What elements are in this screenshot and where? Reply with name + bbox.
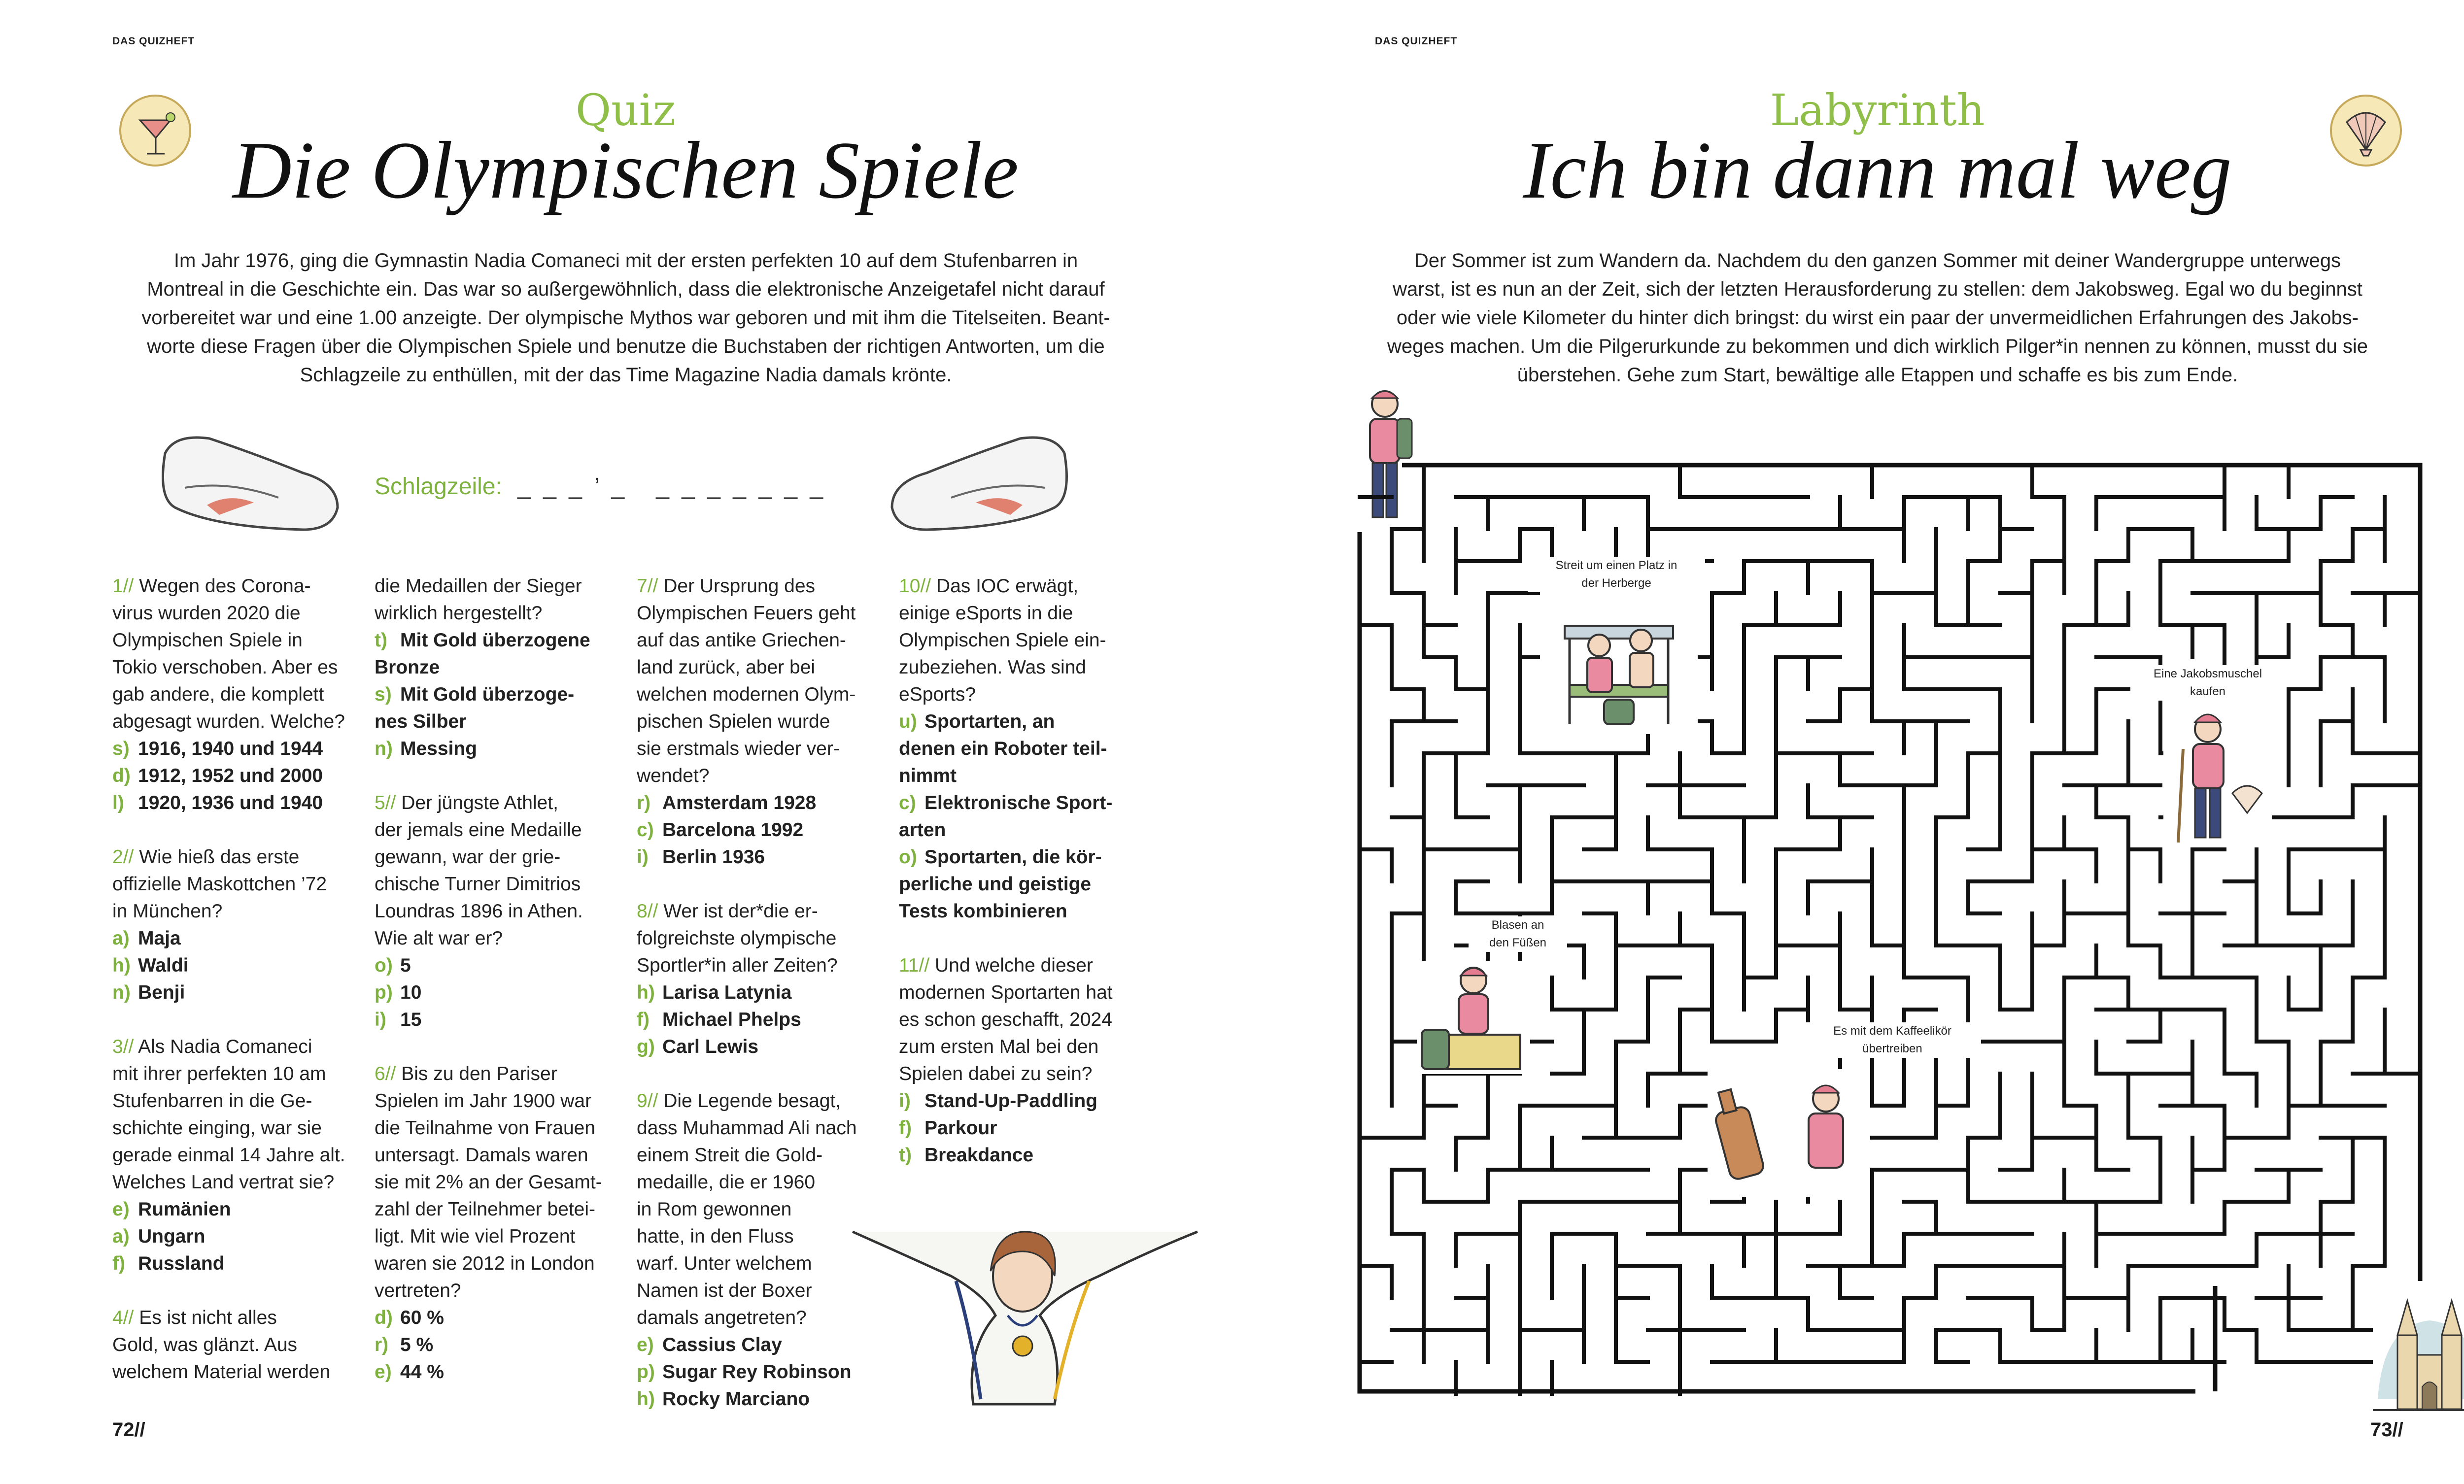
answer-text: 1916, 1940 und 1944 [138, 738, 323, 759]
question-number: 5// [375, 792, 396, 813]
maze-label-line: Streit um einen Platz in [1555, 559, 1677, 572]
question-text: Wie alt war er? [375, 928, 503, 949]
question-text: die Teilnahme von Frauen [375, 1117, 596, 1139]
answer-option [112, 979, 359, 1006]
answer-continuation: arten [899, 819, 946, 841]
answer-letter: p) [375, 982, 393, 1003]
question-number: 4// [112, 1307, 134, 1328]
question-text: einige eSports in die [899, 603, 1073, 624]
question-text: sie mit 2% an der Gesamt- [375, 1172, 602, 1193]
maze-label-line: übertreiben [1862, 1042, 1922, 1055]
spacer [637, 1060, 883, 1087]
question-text: die Medaillen der Sieger [375, 575, 582, 597]
question-text: Bis zu den Pariser [401, 1063, 557, 1084]
answer-option [375, 979, 621, 1006]
maze-label-line: den Füßen [1489, 936, 1547, 949]
answer-continuation: nes Silber [375, 711, 467, 732]
question-line [112, 654, 359, 681]
question-line [637, 762, 883, 789]
question-line [637, 1169, 883, 1196]
answer-option [375, 952, 621, 979]
scene-muschel-illustration [2163, 700, 2272, 847]
question-line [112, 843, 359, 871]
question-line [375, 1196, 621, 1223]
answer-option [899, 1114, 1145, 1142]
answer-letter: a) [112, 1226, 130, 1247]
spacer [112, 816, 359, 843]
intro-text [103, 246, 1148, 389]
question-number: 7// [637, 575, 658, 597]
answer-continuation: Tests kombinieren [899, 901, 1067, 922]
answer-option [112, 762, 359, 789]
question-text: Der jüngste Athlet, [401, 792, 558, 813]
question-line [375, 573, 621, 600]
maze-label-line: Blasen an [1491, 918, 1544, 932]
question-line [899, 654, 1145, 681]
answer-option [375, 1331, 621, 1358]
question-line [899, 979, 1145, 1006]
answer-option [112, 735, 359, 762]
question-text: Wie hieß das erste [139, 846, 300, 868]
question-line [375, 600, 621, 627]
question-line [112, 708, 359, 735]
answer-letter: d) [112, 765, 131, 786]
question-text: abgesagt wurden. Welche? [112, 711, 345, 732]
question-text: gerade einmal 14 Jahre alt. [112, 1145, 345, 1166]
question-text: Olympischen Feuers geht [637, 603, 856, 624]
answer-letter: c) [899, 792, 916, 813]
question-line [375, 1087, 621, 1114]
question-line [112, 600, 359, 627]
gymnast-illustration [843, 1202, 1207, 1409]
maze-label-herberge [1528, 557, 1705, 592]
page-number: 72// [112, 1419, 145, 1441]
answer-text: Russland [138, 1253, 225, 1274]
question-text: hatte, in den Fluss [637, 1226, 794, 1247]
intro-line: Schlagzeile zu enthüllen, mit der das Time Magazine Nadia damals krönte. [300, 364, 952, 386]
kicker: Quiz [575, 85, 676, 135]
question-line [112, 573, 359, 600]
question-line [375, 1060, 621, 1087]
answer-option [112, 1223, 359, 1250]
answer-letter: c) [637, 819, 654, 841]
question-text: gewann, war der grie- [375, 846, 561, 868]
answer-text: Waldi [138, 955, 189, 976]
headline-label: Schlagzeile: [375, 473, 502, 500]
question-text: chische Turner Dimitrios [375, 874, 581, 895]
question-line [112, 1358, 359, 1385]
question-text: Die Legende besagt, [663, 1090, 841, 1112]
answer-continuation: nimmt [899, 765, 957, 786]
spacer [375, 1033, 621, 1060]
intro-line: überstehen. Gehe zum Start, bewältige alle Etappen und schaffe es bis zum Ende. [1517, 364, 2238, 386]
question-text: zahl der Teilnehmer betei- [375, 1199, 596, 1220]
question-line [112, 627, 359, 654]
cathedral-illustration [2373, 1281, 2464, 1414]
question-line [112, 1060, 359, 1087]
spacer [112, 1277, 359, 1304]
answer-letter: p) [637, 1361, 655, 1383]
answer-letter: n) [112, 982, 131, 1003]
running-head: DAS QUIZHEFT [112, 35, 195, 47]
answer-letter: f) [637, 1009, 650, 1030]
question-text: es schon geschafft, 2024 [899, 1009, 1112, 1030]
answer-letter: r) [637, 792, 651, 813]
answer-text: Rocky Marciano [662, 1388, 810, 1410]
answer-text: 5 [400, 955, 411, 976]
answer-letter: h) [637, 1388, 655, 1410]
question-line [375, 871, 621, 898]
question-text: Der Ursprung des [663, 575, 816, 597]
question-line [637, 952, 883, 979]
answer-option [637, 843, 883, 871]
question-text: der jemals eine Medaille [375, 819, 582, 841]
intro-line: oder wie viele Kilometer du hinter dich bringst: du wirst ein paar der unvermeidlichen Erfahrungen des Jakobs- [1396, 307, 2359, 329]
question-line [375, 1277, 621, 1304]
question-text: pischen Spielen wurde [637, 711, 830, 732]
question-text: in München? [112, 901, 223, 922]
question-text: Welches Land vertrat sie? [112, 1172, 335, 1193]
answer-text: Elektronische Sport- [924, 792, 1113, 813]
answer-continuation: Bronze [375, 657, 440, 678]
scene-herberge-illustration [1540, 576, 1698, 734]
question-text: Spielen dabei zu sein? [899, 1063, 1093, 1084]
question-text: zum ersten Mal bei den [899, 1036, 1099, 1057]
answer-letter: f) [112, 1253, 125, 1274]
question-text: medaille, die er 1960 [637, 1172, 816, 1193]
answer-letter: s) [112, 738, 130, 759]
question-text: untersagt. Damals waren [375, 1145, 588, 1166]
question-line [637, 573, 883, 600]
answer-letter: g) [637, 1036, 655, 1057]
question-text: Und welche dieser [935, 955, 1093, 976]
intro-line: weges machen. Um die Pilgerurkunde zu bekommen und dich wirklich Pilger*in nennen zu können, musst du sie [1387, 336, 2368, 357]
question-text: Stufenbarren in die Ge- [112, 1090, 312, 1112]
answer-text: Cassius Clay [662, 1334, 782, 1355]
question-line [899, 1033, 1145, 1060]
question-column-1 [112, 573, 359, 1385]
scene-blasen-illustration [1417, 961, 1530, 1074]
question-line [637, 681, 883, 708]
question-line [112, 1331, 359, 1358]
answer-text: Carl Lewis [662, 1036, 759, 1057]
question-line [112, 681, 359, 708]
question-line [112, 1142, 359, 1169]
answer-letter: e) [112, 1199, 130, 1220]
question-line [637, 925, 883, 952]
question-text: warf. Unter welchem [637, 1253, 812, 1274]
question-column-4 [899, 573, 1145, 1169]
question-text: gab andere, die komplett [112, 684, 324, 705]
answer-option [112, 952, 359, 979]
answer-option [899, 843, 1145, 871]
question-text: schichte einging, war sie [112, 1117, 322, 1139]
intro-text [1350, 246, 2405, 389]
question-text: dass Muhammad Ali nach [637, 1117, 857, 1139]
question-line [899, 573, 1145, 600]
answer-text: Berlin 1936 [662, 846, 765, 868]
answer-letter: e) [637, 1334, 654, 1355]
question-line [375, 1142, 621, 1169]
question-line [637, 1142, 883, 1169]
answer-option [112, 1250, 359, 1277]
maze-label-blasen [1469, 916, 1567, 952]
answer-option [637, 789, 883, 816]
question-text: Olympischen Spiele in [112, 630, 303, 651]
question-text: vertreten? [375, 1280, 461, 1301]
answer-text: Sportarten, an [924, 711, 1055, 732]
headline-puzzle [375, 473, 826, 500]
answer-text: Stand-Up-Paddling [924, 1090, 1097, 1112]
running-head: DAS QUIZHEFT [1375, 35, 1458, 47]
answer-text: Breakdance [924, 1145, 1034, 1166]
answer-text: Maja [138, 928, 181, 949]
answer-letter: s) [375, 684, 392, 705]
question-text: eSports? [899, 684, 976, 705]
page-title: Ich bin dann mal weg [1523, 125, 2232, 215]
question-line [375, 843, 621, 871]
answer-option [375, 627, 621, 654]
answer-text: 1912, 1952 und 2000 [138, 765, 323, 786]
sneaker-illustration-left [155, 424, 342, 542]
answer-option [375, 1006, 621, 1033]
question-text: Sportler*in aller Zeiten? [637, 955, 838, 976]
question-text: Wer ist der*die er- [663, 901, 818, 922]
answer-continuation: perliche und geistige [899, 874, 1092, 895]
maze-label-kaffee [1804, 1022, 1981, 1058]
answer-option [637, 816, 883, 843]
maze-label-line: kaufen [2190, 685, 2226, 698]
question-line [899, 681, 1145, 708]
answer-continuation: denen ein Roboter teil- [899, 738, 1107, 759]
question-text: Gold, was glänzt. Aus [112, 1334, 298, 1355]
question-text: auf das antike Griechen- [637, 630, 846, 651]
answer-option [637, 1033, 883, 1060]
question-text: Olympischen Spiele ein- [899, 630, 1106, 651]
question-line [637, 600, 883, 627]
question-text: einem Streit die Gold- [637, 1145, 823, 1166]
question-number: 1// [112, 575, 134, 597]
question-number: 10// [899, 575, 931, 597]
question-text: mit ihrer perfekten 10 am [112, 1063, 326, 1084]
question-line [375, 1223, 621, 1250]
question-line [375, 898, 621, 925]
question-line [899, 1060, 1145, 1087]
answer-text: 10 [400, 982, 422, 1003]
question-text: land zurück, aber bei [637, 657, 816, 678]
intro-line: Im Jahr 1976, ging die Gymnastin Nadia Comaneci mit der ersten perfekten 10 auf dem Stufenbarren in [173, 250, 1078, 271]
answer-text: Parkour [924, 1117, 997, 1139]
answer-option [112, 789, 359, 816]
question-line [112, 1087, 359, 1114]
question-number: 2// [112, 846, 134, 868]
question-line [637, 898, 883, 925]
answer-option [899, 708, 1145, 735]
answer-text: Benji [138, 982, 185, 1003]
question-text: Es ist nicht alles [139, 1307, 277, 1328]
intro-line: worte diese Fragen über die Olympischen Spiele und benutze die Buchstaben der richtigen Antworten, um die [147, 336, 1105, 357]
answer-option [899, 789, 1145, 816]
answer-text: Mit Gold überzoge- [400, 684, 575, 705]
answer-option [112, 1196, 359, 1223]
answer-option [375, 735, 621, 762]
answer-letter: f) [899, 1117, 912, 1139]
question-text: modernen Sportarten hat [899, 982, 1113, 1003]
answer-text: Sportarten, die kör- [924, 846, 1102, 868]
question-text: Als Nadia Comaneci [138, 1036, 312, 1057]
maze-label-muschel [2134, 665, 2282, 701]
answer-text: 5 % [400, 1334, 434, 1355]
intro-line: Montreal in die Geschichte ein. Das war so außergewöhnlich, dass die elektronische Anzeigetafel nicht darauf [147, 278, 1105, 300]
question-column-2 [375, 573, 621, 1385]
answer-option [112, 925, 359, 952]
answer-text: Barcelona 1992 [662, 819, 804, 841]
question-text: ligt. Mit wie viel Prozent [375, 1226, 576, 1247]
intro-line: vorbereitet war und eine 1.00 anzeigte. Der olympische Mythos war geboren und mit ihm die Titelseiten. Beant- [141, 307, 1110, 329]
question-line [112, 1169, 359, 1196]
right-page [1252, 0, 2464, 1484]
intro-line: Der Sommer ist zum Wandern da. Nachdem du den ganzen Sommer mit deiner Wandergruppe unterwegs [1414, 250, 2341, 271]
headline-blanks: _ _ _ ’ _ _ _ _ _ _ _ _ [517, 473, 826, 500]
question-text: offizielle Maskottchen ’72 [112, 874, 327, 895]
question-line [112, 898, 359, 925]
question-line [899, 600, 1145, 627]
answer-option [375, 1358, 621, 1385]
maze-label-line: der Herberge [1581, 576, 1651, 590]
answer-letter: u) [899, 711, 917, 732]
question-number: 3// [112, 1036, 134, 1057]
answer-text: Amsterdam 1928 [662, 792, 817, 813]
question-text: virus wurden 2020 die [112, 603, 301, 624]
answer-text: Rumänien [138, 1199, 231, 1220]
question-number: 9// [637, 1090, 658, 1112]
question-text: Tokio verschoben. Aber es [112, 657, 338, 678]
question-line [112, 1304, 359, 1331]
spacer [637, 871, 883, 898]
question-text: zubeziehen. Was sind [899, 657, 1087, 678]
question-text: Das IOC erwägt, [936, 575, 1079, 597]
spacer [375, 762, 621, 789]
answer-text: 60 % [400, 1307, 444, 1328]
question-line [899, 627, 1145, 654]
question-text: Wegen des Corona- [139, 575, 311, 597]
question-line [375, 1169, 621, 1196]
question-line [899, 1006, 1145, 1033]
question-line [112, 1114, 359, 1142]
answer-text: 15 [400, 1009, 422, 1030]
question-number: 8// [637, 901, 658, 922]
question-number: 6// [375, 1063, 396, 1084]
maze-label-line: Es mit dem Kaffeelikör [1833, 1024, 1951, 1038]
answer-option [899, 1142, 1145, 1169]
answer-letter: i) [375, 1009, 386, 1030]
question-line [375, 1250, 621, 1277]
question-line [112, 1033, 359, 1060]
question-text: sie erstmals wieder ver- [637, 738, 840, 759]
kicker: Labyrinth [1770, 85, 1985, 135]
page-number: 73// [2370, 1419, 2403, 1441]
answer-letter: l) [112, 792, 124, 813]
answer-text: Messing [400, 738, 478, 759]
answer-option [375, 681, 621, 708]
answer-letter: h) [112, 955, 131, 976]
question-text: damals angetreten? [637, 1307, 807, 1328]
question-text: folgreichste olympische [637, 928, 837, 949]
answer-letter: t) [375, 630, 387, 651]
answer-option [637, 1006, 883, 1033]
spacer [112, 1006, 359, 1033]
page-title: Die Olympischen Spiele [233, 125, 1019, 215]
question-text: Loundras 1896 in Athen. [375, 901, 583, 922]
question-line [637, 627, 883, 654]
question-text: welchem Material werden [112, 1361, 331, 1383]
question-text: Namen ist der Boxer [637, 1280, 812, 1301]
answer-letter: o) [899, 846, 917, 868]
question-number: 11// [899, 955, 930, 976]
question-line [637, 1114, 883, 1142]
question-text: in Rom gewonnen [637, 1199, 792, 1220]
question-line [375, 789, 621, 816]
answer-text: Larisa Latynia [662, 982, 792, 1003]
question-line [899, 952, 1145, 979]
answer-letter: d) [375, 1307, 393, 1328]
question-text: wirklich hergestellt? [375, 603, 543, 624]
answer-text: Mit Gold überzogene [400, 630, 590, 651]
answer-text: Ungarn [138, 1226, 205, 1247]
answer-letter: h) [637, 982, 655, 1003]
question-line [637, 708, 883, 735]
question-text: welchen modernen Olym- [637, 684, 856, 705]
question-line [637, 654, 883, 681]
sneaker-illustration-right [887, 424, 1074, 542]
scene-kaffee-illustration [1708, 1069, 1870, 1197]
answer-option [899, 1087, 1145, 1114]
answer-letter: a) [112, 928, 130, 949]
maze-label-line: Eine Jakobsmuschel [2153, 667, 2262, 680]
answer-text: Michael Phelps [662, 1009, 801, 1030]
answer-letter: i) [637, 846, 649, 868]
question-line [637, 735, 883, 762]
answer-letter: t) [899, 1145, 912, 1166]
question-line [375, 1114, 621, 1142]
answer-option [637, 979, 883, 1006]
question-line [637, 1087, 883, 1114]
answer-letter: o) [375, 955, 393, 976]
spacer [899, 925, 1145, 952]
answer-letter: e) [375, 1361, 392, 1383]
question-text: waren sie 2012 in London [375, 1253, 595, 1274]
question-text: Spielen im Jahr 1900 war [375, 1090, 592, 1112]
answer-text: 1920, 1936 und 1940 [138, 792, 323, 813]
answer-letter: i) [899, 1090, 911, 1112]
question-line [112, 871, 359, 898]
answer-text: 44 % [400, 1361, 444, 1383]
question-line [375, 925, 621, 952]
answer-option [375, 1304, 621, 1331]
answer-text: Sugar Rey Robinson [662, 1361, 852, 1383]
intro-line: warst, ist es nun an der Zeit, sich der letzten Herausforderung zu stellen: dem Jakobsweg. Egal wo du beginnst [1393, 278, 2362, 300]
answer-letter: r) [375, 1334, 389, 1355]
question-line [375, 816, 621, 843]
question-text: wendet? [637, 765, 710, 786]
answer-letter: n) [375, 738, 393, 759]
